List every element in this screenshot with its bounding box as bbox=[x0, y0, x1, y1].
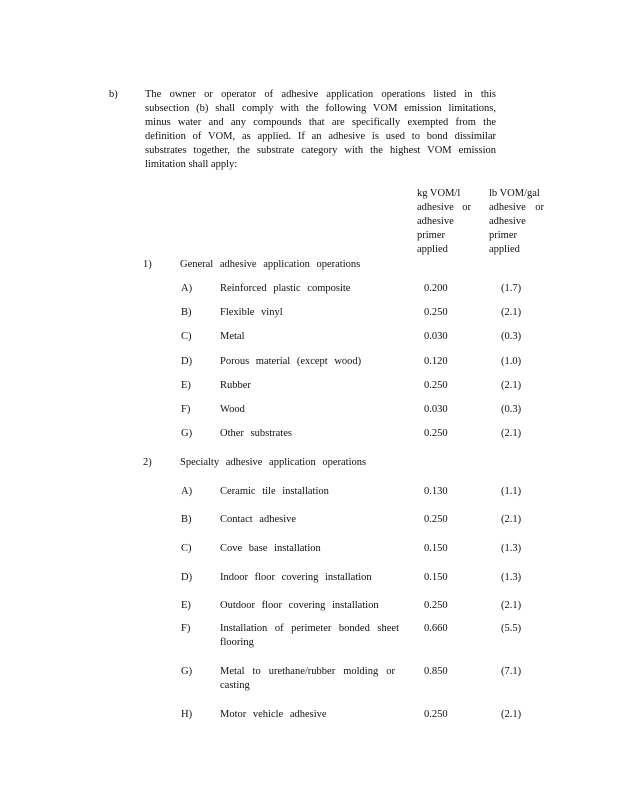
item-label: Indoor floor covering installation bbox=[220, 572, 372, 583]
group-title: General adhesive application operations bbox=[180, 259, 361, 270]
item-letter: H) bbox=[181, 709, 193, 720]
item-letter: C) bbox=[181, 331, 192, 342]
item-label: Contact adhesive bbox=[220, 514, 297, 525]
item-letter: A) bbox=[181, 486, 193, 497]
item-label: Metal bbox=[220, 331, 245, 342]
item-label: Outdoor floor covering installation bbox=[220, 600, 379, 611]
lb-column-header bbox=[489, 187, 544, 257]
item-letter: E) bbox=[181, 380, 191, 391]
kg-value: 0.250 bbox=[424, 307, 448, 318]
item-label-line: Installation of perimeter bonded sheet bbox=[220, 623, 399, 634]
item-label: Rubber bbox=[220, 380, 251, 391]
kg-column-header bbox=[417, 187, 471, 257]
lb-header-line: applied bbox=[489, 244, 520, 255]
item-letter: G) bbox=[181, 428, 193, 439]
lb-value: (2.1) bbox=[501, 307, 522, 318]
kg-value: 0.250 bbox=[424, 514, 448, 525]
lb-header-line: primer bbox=[489, 230, 517, 241]
item-label: Flexible vinyl bbox=[220, 307, 283, 318]
lb-header-line: adhesive bbox=[489, 216, 526, 227]
item-letter: C) bbox=[181, 543, 192, 554]
item-label: Reinforced plastic composite bbox=[220, 283, 351, 294]
paragraph-line: limitation shall apply: bbox=[145, 159, 238, 170]
kg-value: 0.130 bbox=[424, 486, 448, 497]
kg-value: 0.030 bbox=[424, 404, 448, 415]
kg-header-line: applied bbox=[417, 244, 448, 255]
item-letter: E) bbox=[181, 600, 191, 611]
lb-value: (1.7) bbox=[501, 283, 522, 294]
lb-value: (5.5) bbox=[501, 623, 522, 634]
item-label: Wood bbox=[220, 404, 245, 415]
lb-value: (2.1) bbox=[501, 709, 522, 720]
kg-value: 0.150 bbox=[424, 572, 448, 583]
kg-header-line: kg VOM/l bbox=[417, 188, 461, 199]
item-letter: F) bbox=[181, 404, 191, 415]
item-label-line: Metal to urethane/rubber molding or bbox=[220, 666, 395, 677]
section-paragraph bbox=[145, 88, 496, 172]
lb-value: (2.1) bbox=[501, 428, 522, 439]
lb-value: (1.1) bbox=[501, 486, 522, 497]
kg-value: 0.250 bbox=[424, 709, 448, 720]
kg-header-line: adhesive or bbox=[417, 202, 471, 213]
item-label: Porous material (except wood) bbox=[220, 356, 362, 367]
item-letter: B) bbox=[181, 307, 192, 318]
paragraph-line: substrates together, the substrate category with the highest VOM emission bbox=[145, 145, 496, 156]
item-label-line: flooring bbox=[220, 637, 254, 648]
item-label bbox=[220, 622, 399, 650]
lb-value: (0.3) bbox=[501, 331, 522, 342]
lb-value: (1.3) bbox=[501, 572, 522, 583]
item-label-line: casting bbox=[220, 680, 250, 691]
item-letter: D) bbox=[181, 356, 193, 367]
item-letter: F) bbox=[181, 623, 191, 634]
lb-value: (2.1) bbox=[501, 600, 522, 611]
group-number: 2) bbox=[143, 457, 152, 468]
item-letter: B) bbox=[181, 514, 192, 525]
item-label: Cove base installation bbox=[220, 543, 321, 554]
kg-value: 0.200 bbox=[424, 283, 448, 294]
item-label: Ceramic tile installation bbox=[220, 486, 329, 497]
lb-header-line: adhesive or bbox=[489, 202, 544, 213]
item-letter: G) bbox=[181, 666, 193, 677]
kg-value: 0.250 bbox=[424, 428, 448, 439]
kg-value: 0.660 bbox=[424, 623, 448, 634]
kg-value: 0.150 bbox=[424, 543, 448, 554]
kg-value: 0.850 bbox=[424, 666, 448, 677]
lb-value: (1.0) bbox=[501, 356, 522, 367]
lb-header-line: lb VOM/gal bbox=[489, 188, 540, 199]
lb-value: (2.1) bbox=[501, 380, 522, 391]
kg-header-line: adhesive bbox=[417, 216, 454, 227]
item-label bbox=[220, 665, 395, 693]
group-title: Specialty adhesive application operations bbox=[180, 457, 367, 468]
item-label: Motor vehicle adhesive bbox=[220, 709, 327, 720]
lb-value: (2.1) bbox=[501, 514, 522, 525]
item-letter: A) bbox=[181, 283, 193, 294]
kg-value: 0.250 bbox=[424, 380, 448, 391]
kg-header-line: primer bbox=[417, 230, 445, 241]
paragraph-line: subsection (b) shall comply with the following VOM emission limitations, bbox=[145, 103, 496, 114]
lb-value: (7.1) bbox=[501, 666, 522, 677]
kg-value: 0.250 bbox=[424, 600, 448, 611]
section-marker: b) bbox=[109, 89, 118, 100]
kg-value: 0.030 bbox=[424, 331, 448, 342]
item-label: Other substrates bbox=[220, 428, 292, 439]
paragraph-line: minus water and any compounds that are specifically exempted from the bbox=[145, 117, 496, 128]
kg-value: 0.120 bbox=[424, 356, 448, 367]
lb-value: (1.3) bbox=[501, 543, 522, 554]
paragraph-line: definition of VOM, as applied. If an adhesive is used to bond dissimilar bbox=[145, 131, 496, 142]
paragraph-line: The owner or operator of adhesive application operations listed in this bbox=[145, 89, 496, 100]
item-letter: D) bbox=[181, 572, 193, 583]
group-number: 1) bbox=[143, 259, 152, 270]
lb-value: (0.3) bbox=[501, 404, 522, 415]
